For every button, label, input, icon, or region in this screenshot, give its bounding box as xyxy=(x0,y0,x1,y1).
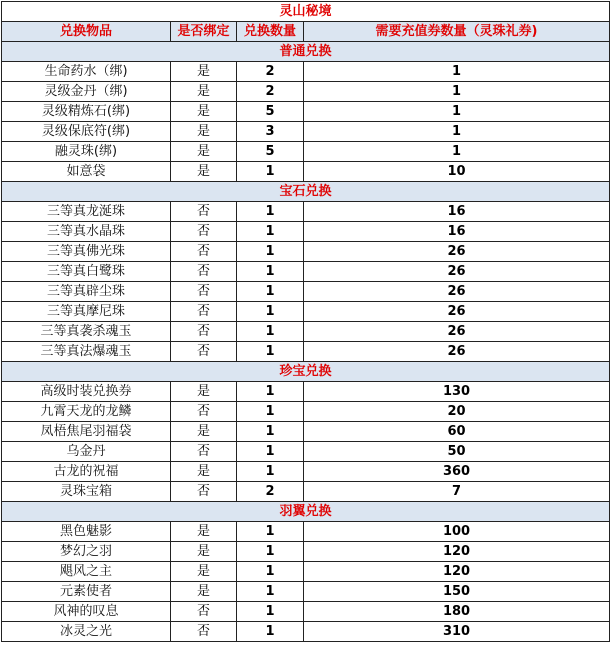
quantity-cell: 1 xyxy=(237,202,304,222)
cost-cell: 1 xyxy=(304,102,610,122)
bound-cell: 否 xyxy=(171,262,237,282)
header-cost: 需要充值券数量（灵珠礼券) xyxy=(304,22,610,42)
item-name-cell: 冰灵之光 xyxy=(2,622,171,642)
bound-cell: 否 xyxy=(171,402,237,422)
cost-cell: 100 xyxy=(304,522,610,542)
bound-cell: 否 xyxy=(171,622,237,642)
item-name-cell: 三等真摩尼珠 xyxy=(2,302,171,322)
bound-cell: 否 xyxy=(171,322,237,342)
table-row xyxy=(2,262,610,282)
quantity-cell: 1 xyxy=(237,302,304,322)
section-row xyxy=(2,42,610,62)
cost-cell: 7 xyxy=(304,482,610,502)
cost-cell: 1 xyxy=(304,142,610,162)
table-row xyxy=(2,462,610,482)
item-name-cell: 乌金丹 xyxy=(2,442,171,462)
table-row xyxy=(2,142,610,162)
bound-cell: 否 xyxy=(171,302,237,322)
item-name-cell: 三等真袭杀魂玉 xyxy=(2,322,171,342)
cost-cell: 120 xyxy=(304,542,610,562)
item-name-cell: 元素使者 xyxy=(2,582,171,602)
table-row xyxy=(2,82,610,102)
bound-cell: 否 xyxy=(171,242,237,262)
table-row xyxy=(2,562,610,582)
item-name-cell: 风神的叹息 xyxy=(2,602,171,622)
cost-cell: 60 xyxy=(304,422,610,442)
cost-cell: 50 xyxy=(304,442,610,462)
table-row xyxy=(2,302,610,322)
bound-cell: 是 xyxy=(171,122,237,142)
header-item: 兑换物品 xyxy=(2,22,171,42)
cost-cell: 130 xyxy=(304,382,610,402)
item-name-cell: 黑色魅影 xyxy=(2,522,171,542)
item-name-cell: 灵珠宝箱 xyxy=(2,482,171,502)
item-name-cell: 高级时装兑换券 xyxy=(2,382,171,402)
item-name-cell: 三等真水晶珠 xyxy=(2,222,171,242)
table-row xyxy=(2,602,610,622)
bound-cell: 是 xyxy=(171,162,237,182)
item-name-cell: 古龙的祝福 xyxy=(2,462,171,482)
item-name-cell: 灵级保底符(绑) xyxy=(2,122,171,142)
table-row xyxy=(2,242,610,262)
exchange-table-body xyxy=(2,2,610,642)
bound-cell: 是 xyxy=(171,82,237,102)
table-row xyxy=(2,422,610,442)
table-row xyxy=(2,402,610,422)
quantity-cell: 1 xyxy=(237,222,304,242)
bound-cell: 是 xyxy=(171,562,237,582)
quantity-cell: 1 xyxy=(237,342,304,362)
quantity-cell: 2 xyxy=(237,82,304,102)
table-row xyxy=(2,202,610,222)
table-row xyxy=(2,542,610,562)
quantity-cell: 1 xyxy=(237,282,304,302)
bound-cell: 否 xyxy=(171,602,237,622)
quantity-cell: 1 xyxy=(237,242,304,262)
quantity-cell: 1 xyxy=(237,442,304,462)
item-name-cell: 如意袋 xyxy=(2,162,171,182)
quantity-cell: 5 xyxy=(237,102,304,122)
item-name-cell: 三等真白鹭珠 xyxy=(2,262,171,282)
table-row xyxy=(2,62,610,82)
cost-cell: 150 xyxy=(304,582,610,602)
table-row xyxy=(2,622,610,642)
cost-cell: 26 xyxy=(304,242,610,262)
quantity-cell: 1 xyxy=(237,402,304,422)
bound-cell: 是 xyxy=(171,102,237,122)
item-name-cell: 三等真法爆魂玉 xyxy=(2,342,171,362)
bound-cell: 否 xyxy=(171,222,237,242)
quantity-cell: 1 xyxy=(237,542,304,562)
quantity-cell: 1 xyxy=(237,382,304,402)
bound-cell: 是 xyxy=(171,582,237,602)
quantity-cell: 1 xyxy=(237,522,304,542)
cost-cell: 26 xyxy=(304,342,610,362)
cost-cell: 1 xyxy=(304,82,610,102)
section-title: 宝石兑换 xyxy=(2,182,610,202)
bound-cell: 否 xyxy=(171,442,237,462)
bound-cell: 是 xyxy=(171,142,237,162)
cost-cell: 16 xyxy=(304,222,610,242)
item-name-cell: 融灵珠(绑) xyxy=(2,142,171,162)
table-title: 灵山秘境 xyxy=(2,2,610,22)
table-row xyxy=(2,162,610,182)
cost-cell: 26 xyxy=(304,302,610,322)
cost-cell: 26 xyxy=(304,282,610,302)
quantity-cell: 2 xyxy=(237,62,304,82)
cost-cell: 310 xyxy=(304,622,610,642)
cost-cell: 180 xyxy=(304,602,610,622)
cost-cell: 26 xyxy=(304,322,610,342)
item-name-cell: 梦幻之羽 xyxy=(2,542,171,562)
quantity-cell: 1 xyxy=(237,602,304,622)
item-name-cell: 凤梧焦尾羽福袋 xyxy=(2,422,171,442)
table-row xyxy=(2,522,610,542)
cost-cell: 16 xyxy=(304,202,610,222)
bound-cell: 否 xyxy=(171,482,237,502)
bound-cell: 否 xyxy=(171,202,237,222)
bound-cell: 是 xyxy=(171,422,237,442)
section-row xyxy=(2,502,610,522)
bound-cell: 否 xyxy=(171,342,237,362)
quantity-cell: 1 xyxy=(237,262,304,282)
item-name-cell: 灵级金丹（绑) xyxy=(2,82,171,102)
item-name-cell: 灵级精炼石(绑) xyxy=(2,102,171,122)
bound-cell: 是 xyxy=(171,542,237,562)
item-name-cell: 三等真佛光珠 xyxy=(2,242,171,262)
quantity-cell: 1 xyxy=(237,422,304,442)
exchange-table xyxy=(1,1,610,642)
table-row xyxy=(2,442,610,462)
section-row xyxy=(2,182,610,202)
cost-cell: 1 xyxy=(304,62,610,82)
header-bound: 是否绑定 xyxy=(171,22,237,42)
cost-cell: 10 xyxy=(304,162,610,182)
quantity-cell: 2 xyxy=(237,482,304,502)
quantity-cell: 1 xyxy=(237,322,304,342)
bound-cell: 是 xyxy=(171,62,237,82)
quantity-cell: 1 xyxy=(237,162,304,182)
quantity-cell: 1 xyxy=(237,462,304,482)
item-name-cell: 飓风之主 xyxy=(2,562,171,582)
bound-cell: 是 xyxy=(171,522,237,542)
cost-cell: 20 xyxy=(304,402,610,422)
section-title: 羽翼兑换 xyxy=(2,502,610,522)
quantity-cell: 5 xyxy=(237,142,304,162)
quantity-cell: 1 xyxy=(237,582,304,602)
title-row xyxy=(2,2,610,22)
item-name-cell: 生命药水（绑) xyxy=(2,62,171,82)
table-row xyxy=(2,482,610,502)
item-name-cell: 三等真辟尘珠 xyxy=(2,282,171,302)
table-row xyxy=(2,342,610,362)
table-row xyxy=(2,322,610,342)
cost-cell: 26 xyxy=(304,262,610,282)
table-row xyxy=(2,122,610,142)
table-row xyxy=(2,102,610,122)
section-title: 珍宝兑换 xyxy=(2,362,610,382)
table-row xyxy=(2,222,610,242)
cost-cell: 120 xyxy=(304,562,610,582)
cost-cell: 360 xyxy=(304,462,610,482)
bound-cell: 否 xyxy=(171,282,237,302)
quantity-cell: 1 xyxy=(237,622,304,642)
section-title: 普通兑换 xyxy=(2,42,610,62)
table-row xyxy=(2,382,610,402)
bound-cell: 是 xyxy=(171,462,237,482)
cost-cell: 1 xyxy=(304,122,610,142)
section-row xyxy=(2,362,610,382)
item-name-cell: 三等真龙涎珠 xyxy=(2,202,171,222)
table-row xyxy=(2,582,610,602)
table-row xyxy=(2,282,610,302)
header-quantity: 兑换数量 xyxy=(237,22,304,42)
quantity-cell: 3 xyxy=(237,122,304,142)
quantity-cell: 1 xyxy=(237,562,304,582)
item-name-cell: 九霄天龙的龙鳞 xyxy=(2,402,171,422)
header-row xyxy=(2,22,610,42)
bound-cell: 是 xyxy=(171,382,237,402)
